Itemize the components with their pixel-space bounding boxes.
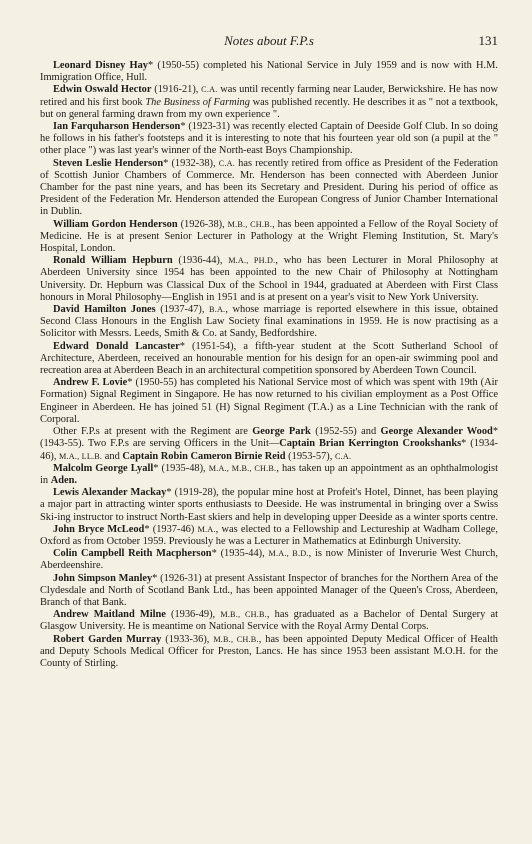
person-name: George Alexander Wood bbox=[380, 426, 493, 438]
note-text: (1953-57), bbox=[285, 450, 335, 462]
running-head bbox=[40, 28, 498, 50]
degrees: C.A. bbox=[201, 85, 218, 95]
note-entry bbox=[40, 377, 498, 426]
footnote-star: * bbox=[147, 60, 154, 71]
person-name: Edwin Oswald Hector bbox=[53, 84, 152, 96]
years-attended: (1950-55) bbox=[132, 377, 177, 389]
years-attended: (1937-46) bbox=[149, 523, 198, 535]
note-text: , has been appointed Deputy Medical Officer of Health and Deputy Schools Medical Officer for Preston, Lancs. He has since 1953 been assistant M.O.H. for the County of Stirling. bbox=[40, 633, 499, 669]
years-attended: (1932-38), bbox=[168, 157, 219, 169]
degrees: M.A., PH.D. bbox=[228, 256, 276, 266]
person-name: Lewis Alexander Mackay bbox=[53, 487, 167, 499]
degrees: M.A., M.B., CH.B. bbox=[208, 463, 277, 473]
note-entry bbox=[40, 426, 498, 463]
degrees: M.A., B.D. bbox=[268, 549, 309, 559]
note-entry bbox=[40, 573, 498, 610]
note-text: , who has been Lecturer in Moral Philosophy at Aberdeen University since 1954 has been appointed to the new Chair of Philosophy at Nottingham University. Dr. Hepburn was Classical Dux of the School in 1944, graduated at Aberdeen with First Class honours in Moral Philosophy—English in 1951 and is at present on a year's visit to New York University. bbox=[40, 255, 498, 303]
person-name: Ronald William Hepburn bbox=[53, 255, 173, 267]
book-title: The Business of Farming bbox=[145, 96, 250, 108]
person-name: Andrew F. Lovie bbox=[53, 377, 128, 389]
note-entry bbox=[40, 219, 498, 256]
note-entry bbox=[40, 60, 498, 84]
person-name: Edward Donald Lancaster bbox=[53, 340, 180, 352]
note-text: Other F.P.s at present with the Regiment are bbox=[53, 426, 253, 438]
note-text: has recently retired from office as President of the Federation of Scottish Junior Chambers of Commerce. Mr. Henderson has been connected with Aberdeen Junior Chamber for the past nine years, and has been its Secretary and President. During his period of office as President of the Federation Mr. Henderson attended the European Congress of Junior Chamber International in Dublin. bbox=[40, 157, 498, 218]
person-name: David Hamilton Jones bbox=[53, 304, 156, 316]
note-entry bbox=[40, 158, 498, 219]
note-text: , the popular mine host at Profeit's Hotel, Dinnet, has been playing a major part in attracting winter sports enthusiasts to Deeside. He was instrumental in bringing over a Swiss Ski-ing instructor to instruct North-East skiers and help in developing upper Deeside as a winter sports centre. bbox=[40, 487, 499, 523]
note-text: , is now Minister of Inverurie West Church, Aberdeenshire. bbox=[40, 548, 498, 572]
years-attended: (1933-36), bbox=[161, 633, 214, 645]
note-entry bbox=[40, 548, 498, 572]
note-entry bbox=[40, 487, 498, 524]
person-name: William Gordon Henderson bbox=[53, 218, 178, 230]
degrees: M.B., CH.B. bbox=[227, 219, 273, 229]
footnote-star: * bbox=[179, 340, 185, 352]
degrees: M.A., LL.B. bbox=[59, 451, 103, 461]
person-name: Steven Leslie Henderson bbox=[53, 157, 164, 169]
note-text: and bbox=[102, 450, 123, 462]
degrees: M.B., CH.B. bbox=[213, 634, 259, 644]
person-name: Captain Brian Kerrington Crookshanks bbox=[279, 438, 462, 450]
years-attended: (1926-31) bbox=[157, 572, 202, 584]
years-attended: (1950-55) bbox=[153, 60, 199, 71]
note-text: , whose marriage is reported elsewhere in this issue, obtained Second Class Honours in the English Law Society final examinations in 1959. He is now practising as a Solicitor with Messrs. Leeds, Smith & Co. at Sandy, Bedfordshire. bbox=[40, 304, 498, 340]
years-attended: (1936-44), bbox=[172, 255, 229, 267]
person-name: John Simpson Manley bbox=[53, 572, 153, 584]
years-attended: (1926-38), bbox=[177, 218, 228, 230]
years-attended: (1935-44), bbox=[216, 548, 269, 560]
note-text: , was elected to a Fellowship and Lectureship at Wadham College, Oxford as from October 1959. Previously he was a Lecturer in Mathematics at Edinburgh University. bbox=[40, 523, 499, 547]
note-entry bbox=[40, 304, 498, 341]
footnote-star: * bbox=[163, 157, 169, 169]
note-entry bbox=[40, 255, 498, 304]
person-name: Ian Farquharson Henderson bbox=[53, 121, 181, 133]
note-text: * (1943-55). Two F.P.s are serving Officers in the Unit— bbox=[40, 426, 499, 450]
note-text: was until recently farming near Lauder, Berwickshire. He has now retired and his first book bbox=[40, 84, 498, 108]
person-name: George Park bbox=[252, 426, 311, 438]
note-text: * (1934-46), bbox=[40, 438, 498, 462]
note-text: , has graduated as a Bachelor of Dental Surgery at Glasgow University. He is meantime on National Service with the Royal Army Dental Corps. bbox=[40, 609, 498, 633]
note-text: , a fifth-year student at the Scott Sutherland School of Architecture, Aberdeen, received an honourable mention for his design for an open-air swimming pool and recreation area at Aberdeen Beach in an architectural competition sponsored by Aberdeen Town Council. bbox=[40, 340, 498, 377]
degrees: B.A. bbox=[209, 305, 226, 315]
note-entry bbox=[40, 524, 498, 548]
person-name: Robert Garden Murray bbox=[53, 633, 162, 645]
note-entry bbox=[40, 609, 498, 633]
note-text: , has taken up an appointment as an ophthalmologist in bbox=[40, 462, 498, 486]
place-name: Aden. bbox=[50, 474, 77, 486]
degrees: C.A. bbox=[218, 158, 236, 168]
note-entry bbox=[40, 84, 498, 121]
note-text: (1952-55) and bbox=[310, 426, 381, 438]
person-name: Andrew Maitland Milne bbox=[53, 609, 166, 621]
note-entry bbox=[40, 341, 498, 378]
notes-list bbox=[40, 60, 498, 670]
note-text-continued: was published recently. He describes it as " not a textbook, but on general farming drawn from my own experience ". bbox=[40, 96, 498, 120]
years-attended: (1935-48), bbox=[158, 462, 209, 474]
note-text: has completed his National Service most of which was spent with 19th (Air Formation) Signal Regiment in Singapore. He has now returned to his civilian employment as a Post Office Engineer in Aberdeen. He has joined 51 (H) Signal Regiment (T.A.) as a Line Technician with the rank of Corporal. bbox=[40, 377, 498, 425]
note-entry bbox=[40, 121, 498, 158]
book-page bbox=[40, 28, 498, 670]
footnote-star: * bbox=[127, 377, 133, 389]
footnote-star: * bbox=[211, 548, 217, 560]
footnote-star: * bbox=[144, 523, 150, 535]
years-attended: (1919-28) bbox=[171, 487, 217, 499]
person-name: Leonard Disney Hay bbox=[53, 60, 148, 71]
person-name: Captain Robin Cameron Birnie Reid bbox=[122, 450, 286, 462]
note-entry bbox=[40, 463, 498, 487]
footnote-star: * bbox=[153, 462, 159, 474]
note-text: was recently elected Captain of Deeside Golf Club. In so doing he follows in his father's footsteps and it is interesting to note that his fourteen year old son (a pupil at the " other place ") was last year's winner of the North-east Boys Championship. bbox=[40, 121, 498, 157]
note-text: , has been appointed a Fellow of the Royal Society of Medicine. He is at present Senior Lecturer in Pathology at the Wright Fleming Institution, St. Mary's Hospital, London. bbox=[40, 218, 498, 255]
footnote-star: * bbox=[152, 572, 158, 584]
years-attended: (1936-49), bbox=[165, 609, 221, 621]
person-name: Malcolm George Lyall bbox=[53, 462, 154, 474]
note-text: at present Assistant Inspector of branches for the Northern Area of the Clydesdale and North of Scotland Bank Ltd., has been appointed Manager of the Queen's Cross, Aberdeen, Branch of that Bank. bbox=[40, 572, 499, 608]
note-text: completed his National Service in July 1959 and is now with H.M. Immigration Office, Hull. bbox=[40, 60, 498, 84]
running-title: Notes about F.P.s bbox=[224, 33, 314, 48]
person-name: John Bryce McLeod bbox=[53, 523, 145, 535]
degrees: M.B., CH.B. bbox=[220, 610, 267, 620]
degrees: C.A. bbox=[334, 451, 352, 461]
page-number: 131 bbox=[478, 33, 498, 48]
years-attended: (1916-21), bbox=[151, 84, 202, 96]
degrees: M.A. bbox=[197, 524, 216, 534]
person-name: Colin Campbell Reith Macpherson bbox=[53, 548, 212, 560]
years-attended: (1937-47), bbox=[155, 304, 210, 316]
footnote-star: * bbox=[166, 487, 172, 499]
years-attended: (1923-31) bbox=[185, 121, 230, 133]
years-attended: (1951-54) bbox=[184, 340, 234, 352]
footnote-star: * bbox=[180, 121, 186, 133]
note-entry bbox=[40, 634, 498, 671]
